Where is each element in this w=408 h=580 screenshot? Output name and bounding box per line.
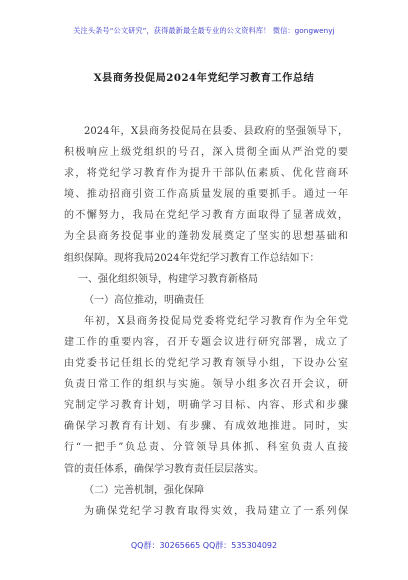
- body-line: 积极响应上级党组织的号召，深入贯彻全面从严治党的要: [64, 147, 348, 159]
- body-line: 2024年，X县商务投促局在县委、县政府的坚强领导下，: [84, 126, 348, 137]
- body-line: 行“一把手”负总责、分管领导具体抓、科室负责人直接: [64, 442, 348, 454]
- subsection-heading: （一）高位推动，明确责任: [84, 294, 204, 306]
- body-line: 组织保障。现将我局2024年党纪学习教育工作总结如下：: [64, 252, 320, 264]
- body-line: 境、推动招商引资工作高质量发展的重要抓手。通过一年: [64, 189, 348, 201]
- footer-contact-text: QQ群：30265665 QQ群：535304092: [130, 541, 278, 550]
- body-line: 为确保党纪学习教育取得实效，我局建立了一系列保: [84, 505, 348, 517]
- body-line: 负责日常工作的组织与实施。领导小组多次召开会议，研: [64, 379, 348, 391]
- body-line: 由党委书记任组长的党纪学习教育领导小组，下设办公室: [64, 358, 348, 370]
- body-line: 年初，X县商务投促局党委将党纪学习教育作为全年党: [84, 315, 348, 327]
- subsection-heading: （二）完善机制，强化保障: [84, 484, 204, 496]
- body-line: 究制定学习教育计划，明确学习目标、内容、形式和步骤: [64, 400, 348, 412]
- body-line: 的不懈努力，我局在党纪学习教育方面取得了显著成效，: [64, 210, 348, 222]
- document-title: X县商务投促局2024年党纪学习教育工作总结: [93, 72, 315, 84]
- section-heading: 一、强化组织领导，构建学习教育新格局: [78, 273, 258, 285]
- body-line: 为全县商务投促事业的蓬勃发展奠定了坚实的思想基础和: [64, 231, 348, 243]
- body-line: 确保学习教育有计划、有步骤、有成效地推进。同时，实: [64, 421, 348, 433]
- document-body: [64, 121, 348, 522]
- body-line: 求，将党纪学习教育作为提升干部队伍素质、优化营商环: [64, 168, 348, 180]
- header-promo-text: 关注头条号“公文研究”，获得最新最全最专业的公文资料库！ 微信：gongwenyj: [73, 26, 335, 35]
- body-line: 管的责任体系，确保学习教育责任层层落实。: [64, 463, 264, 475]
- body-line: 建工作的重要内容，召开专题会议进行研究部署，成立了: [64, 336, 348, 348]
